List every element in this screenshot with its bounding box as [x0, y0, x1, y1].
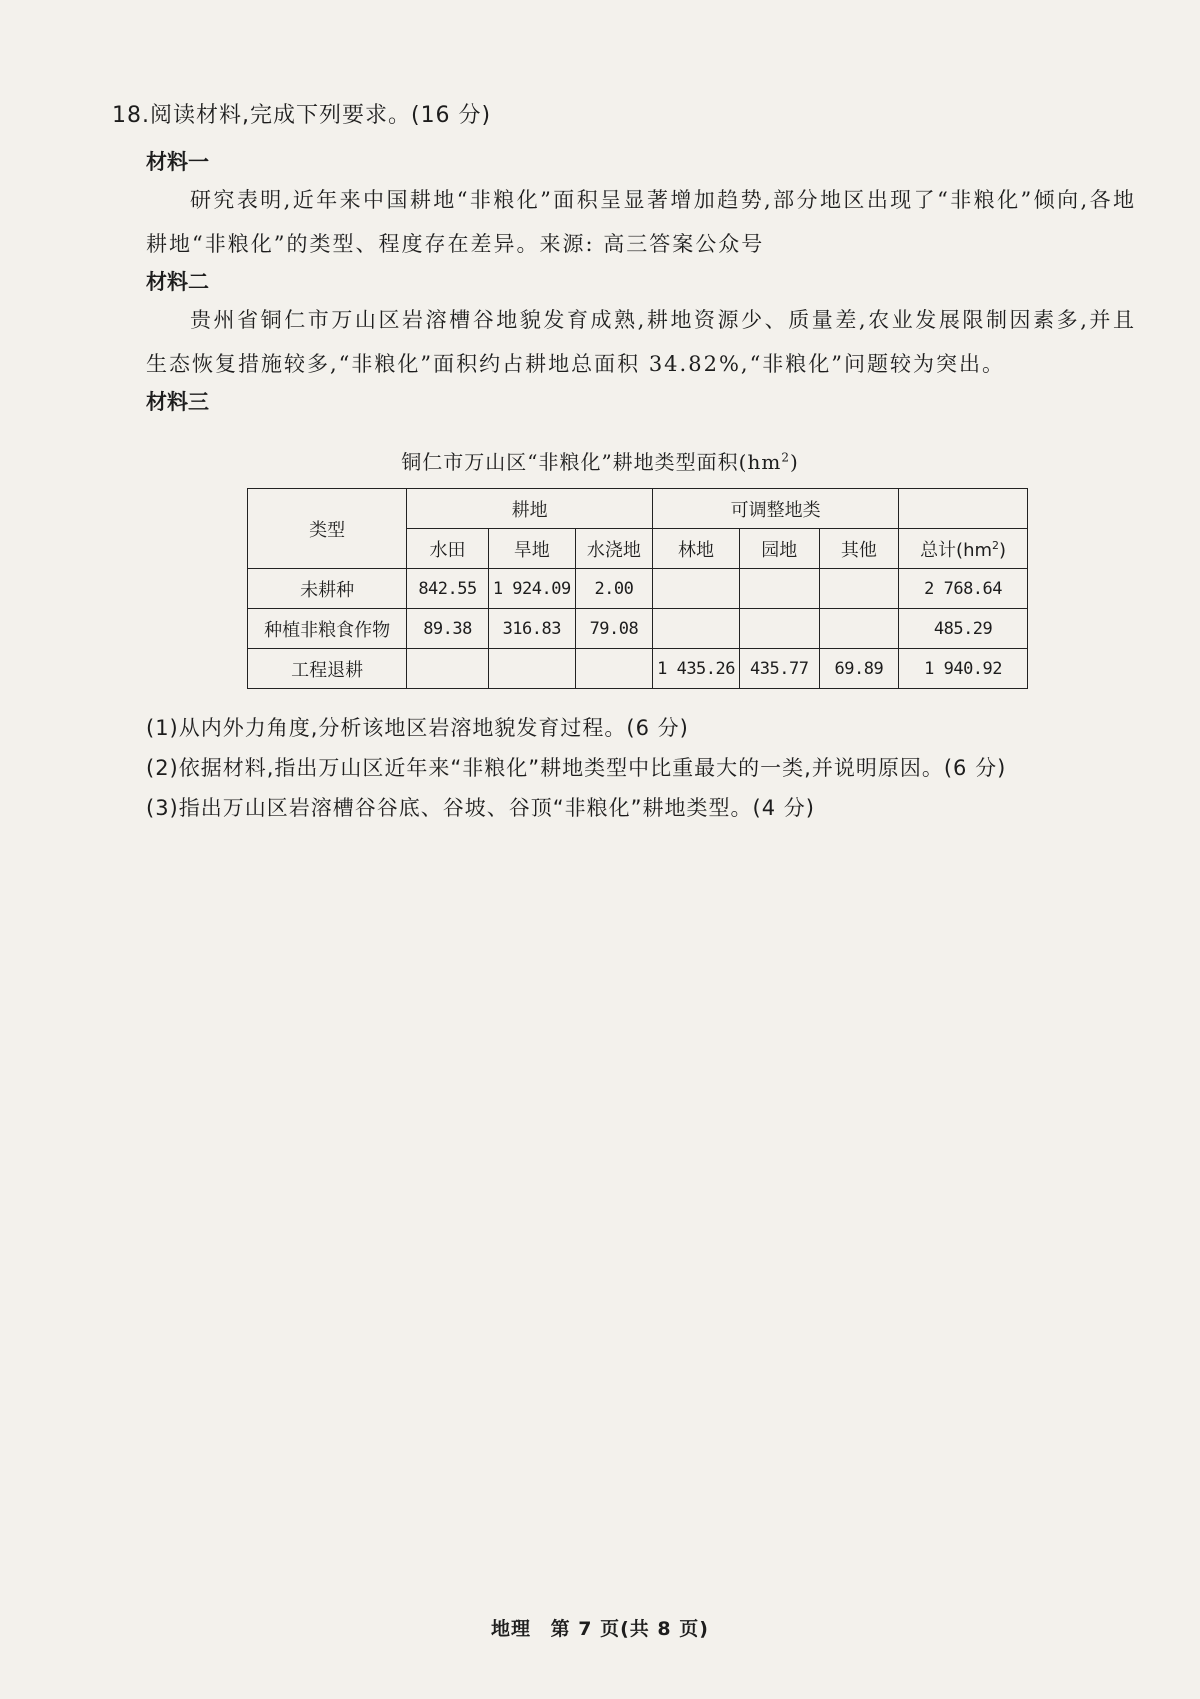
- cell-total: 1 940.92: [899, 649, 1028, 689]
- cell-irrigated: 2.00: [575, 569, 652, 609]
- header-group-farmland: 耕地: [407, 489, 653, 529]
- cell-irrigated: 79.08: [575, 609, 652, 649]
- cell-dry: [488, 649, 575, 689]
- header-irrigated: 水浇地: [575, 529, 652, 569]
- table-caption-sup: 2: [781, 450, 790, 465]
- header-forest: 林地: [653, 529, 740, 569]
- table-row: [248, 649, 1028, 689]
- table-caption-text: 铜仁市万山区“非粮化”耕地类型面积(hm: [401, 450, 782, 474]
- cell-other: [819, 569, 899, 609]
- cell-dry: 1 924.09: [488, 569, 575, 609]
- material-1-heading: 材料一: [146, 150, 209, 174]
- page-footer: [0, 1614, 1200, 1641]
- cell-garden: 435.77: [739, 649, 819, 689]
- cell-other: [819, 609, 899, 649]
- table-row: [248, 609, 1028, 649]
- cell-garden: [739, 609, 819, 649]
- table-caption-end: ): [789, 450, 799, 474]
- row-type: 种植非粮食作物: [248, 609, 407, 649]
- cell-other: 69.89: [819, 649, 899, 689]
- cell-forest: [653, 609, 740, 649]
- header-total: [899, 529, 1028, 569]
- material-3-heading: 材料三: [146, 390, 209, 414]
- sub-question-3: (3)指出万山区岩溶槽谷谷底、谷坡、谷顶“非粮化”耕地类型。(4 分): [146, 796, 815, 820]
- material-2-heading: 材料二: [146, 270, 209, 294]
- sub-question-2: (2)依据材料,指出万山区近年来“非粮化”耕地类型中比重最大的一类,并说明原因。(6 分): [146, 756, 1007, 780]
- cell-irrigated: [575, 649, 652, 689]
- row-type: 工程退耕: [248, 649, 407, 689]
- footer-subject: 地理: [491, 1618, 532, 1640]
- cell-paddy: [407, 649, 489, 689]
- cell-forest: 1 435.26: [653, 649, 740, 689]
- cell-dry: 316.83: [488, 609, 575, 649]
- header-total-text: 总计(hm: [920, 539, 993, 561]
- sub-question-1: (1)从内外力角度,分析该地区岩溶地貌发育过程。(6 分): [146, 716, 689, 740]
- table-row: [248, 569, 1028, 609]
- header-blank: [899, 489, 1028, 529]
- header-garden: 园地: [739, 529, 819, 569]
- header-total-sup: 2: [992, 538, 1000, 552]
- farmland-table: [247, 488, 1028, 689]
- cell-total: 485.29: [899, 609, 1028, 649]
- row-type: 未耕种: [248, 569, 407, 609]
- table-caption: [0, 446, 1200, 475]
- header-other: 其他: [819, 529, 899, 569]
- cell-paddy: 842.55: [407, 569, 489, 609]
- cell-forest: [653, 569, 740, 609]
- cell-total: 2 768.64: [899, 569, 1028, 609]
- cell-garden: [739, 569, 819, 609]
- header-total-end: ): [999, 539, 1007, 561]
- question-title: 18.阅读材料,完成下列要求。(16 分): [112, 103, 492, 128]
- material-1-text: 研究表明,近年来中国耕地“非粮化”面积呈显著增加趋势,部分地区出现了“非粮化”倾向,各地耕地“非粮化”的类型、程度存在差异。来源: 高三答案公众号: [146, 188, 1136, 256]
- footer-page-number: 第 7 页(共 8 页): [550, 1618, 709, 1640]
- cell-paddy: 89.38: [407, 609, 489, 649]
- material-2-text: 贵州省铜仁市万山区岩溶槽谷地貌发育成熟,耕地资源少、质量差,农业发展限制因素多,并且生态恢复措施较多,“非粮化”面积约占耕地总面积 34.82%,“非粮化”问题较为突出。: [146, 308, 1136, 376]
- header-type: 类型: [248, 489, 407, 569]
- header-group-adjustable: 可调整地类: [653, 489, 899, 529]
- header-paddy: 水田: [407, 529, 489, 569]
- header-dry: 旱地: [488, 529, 575, 569]
